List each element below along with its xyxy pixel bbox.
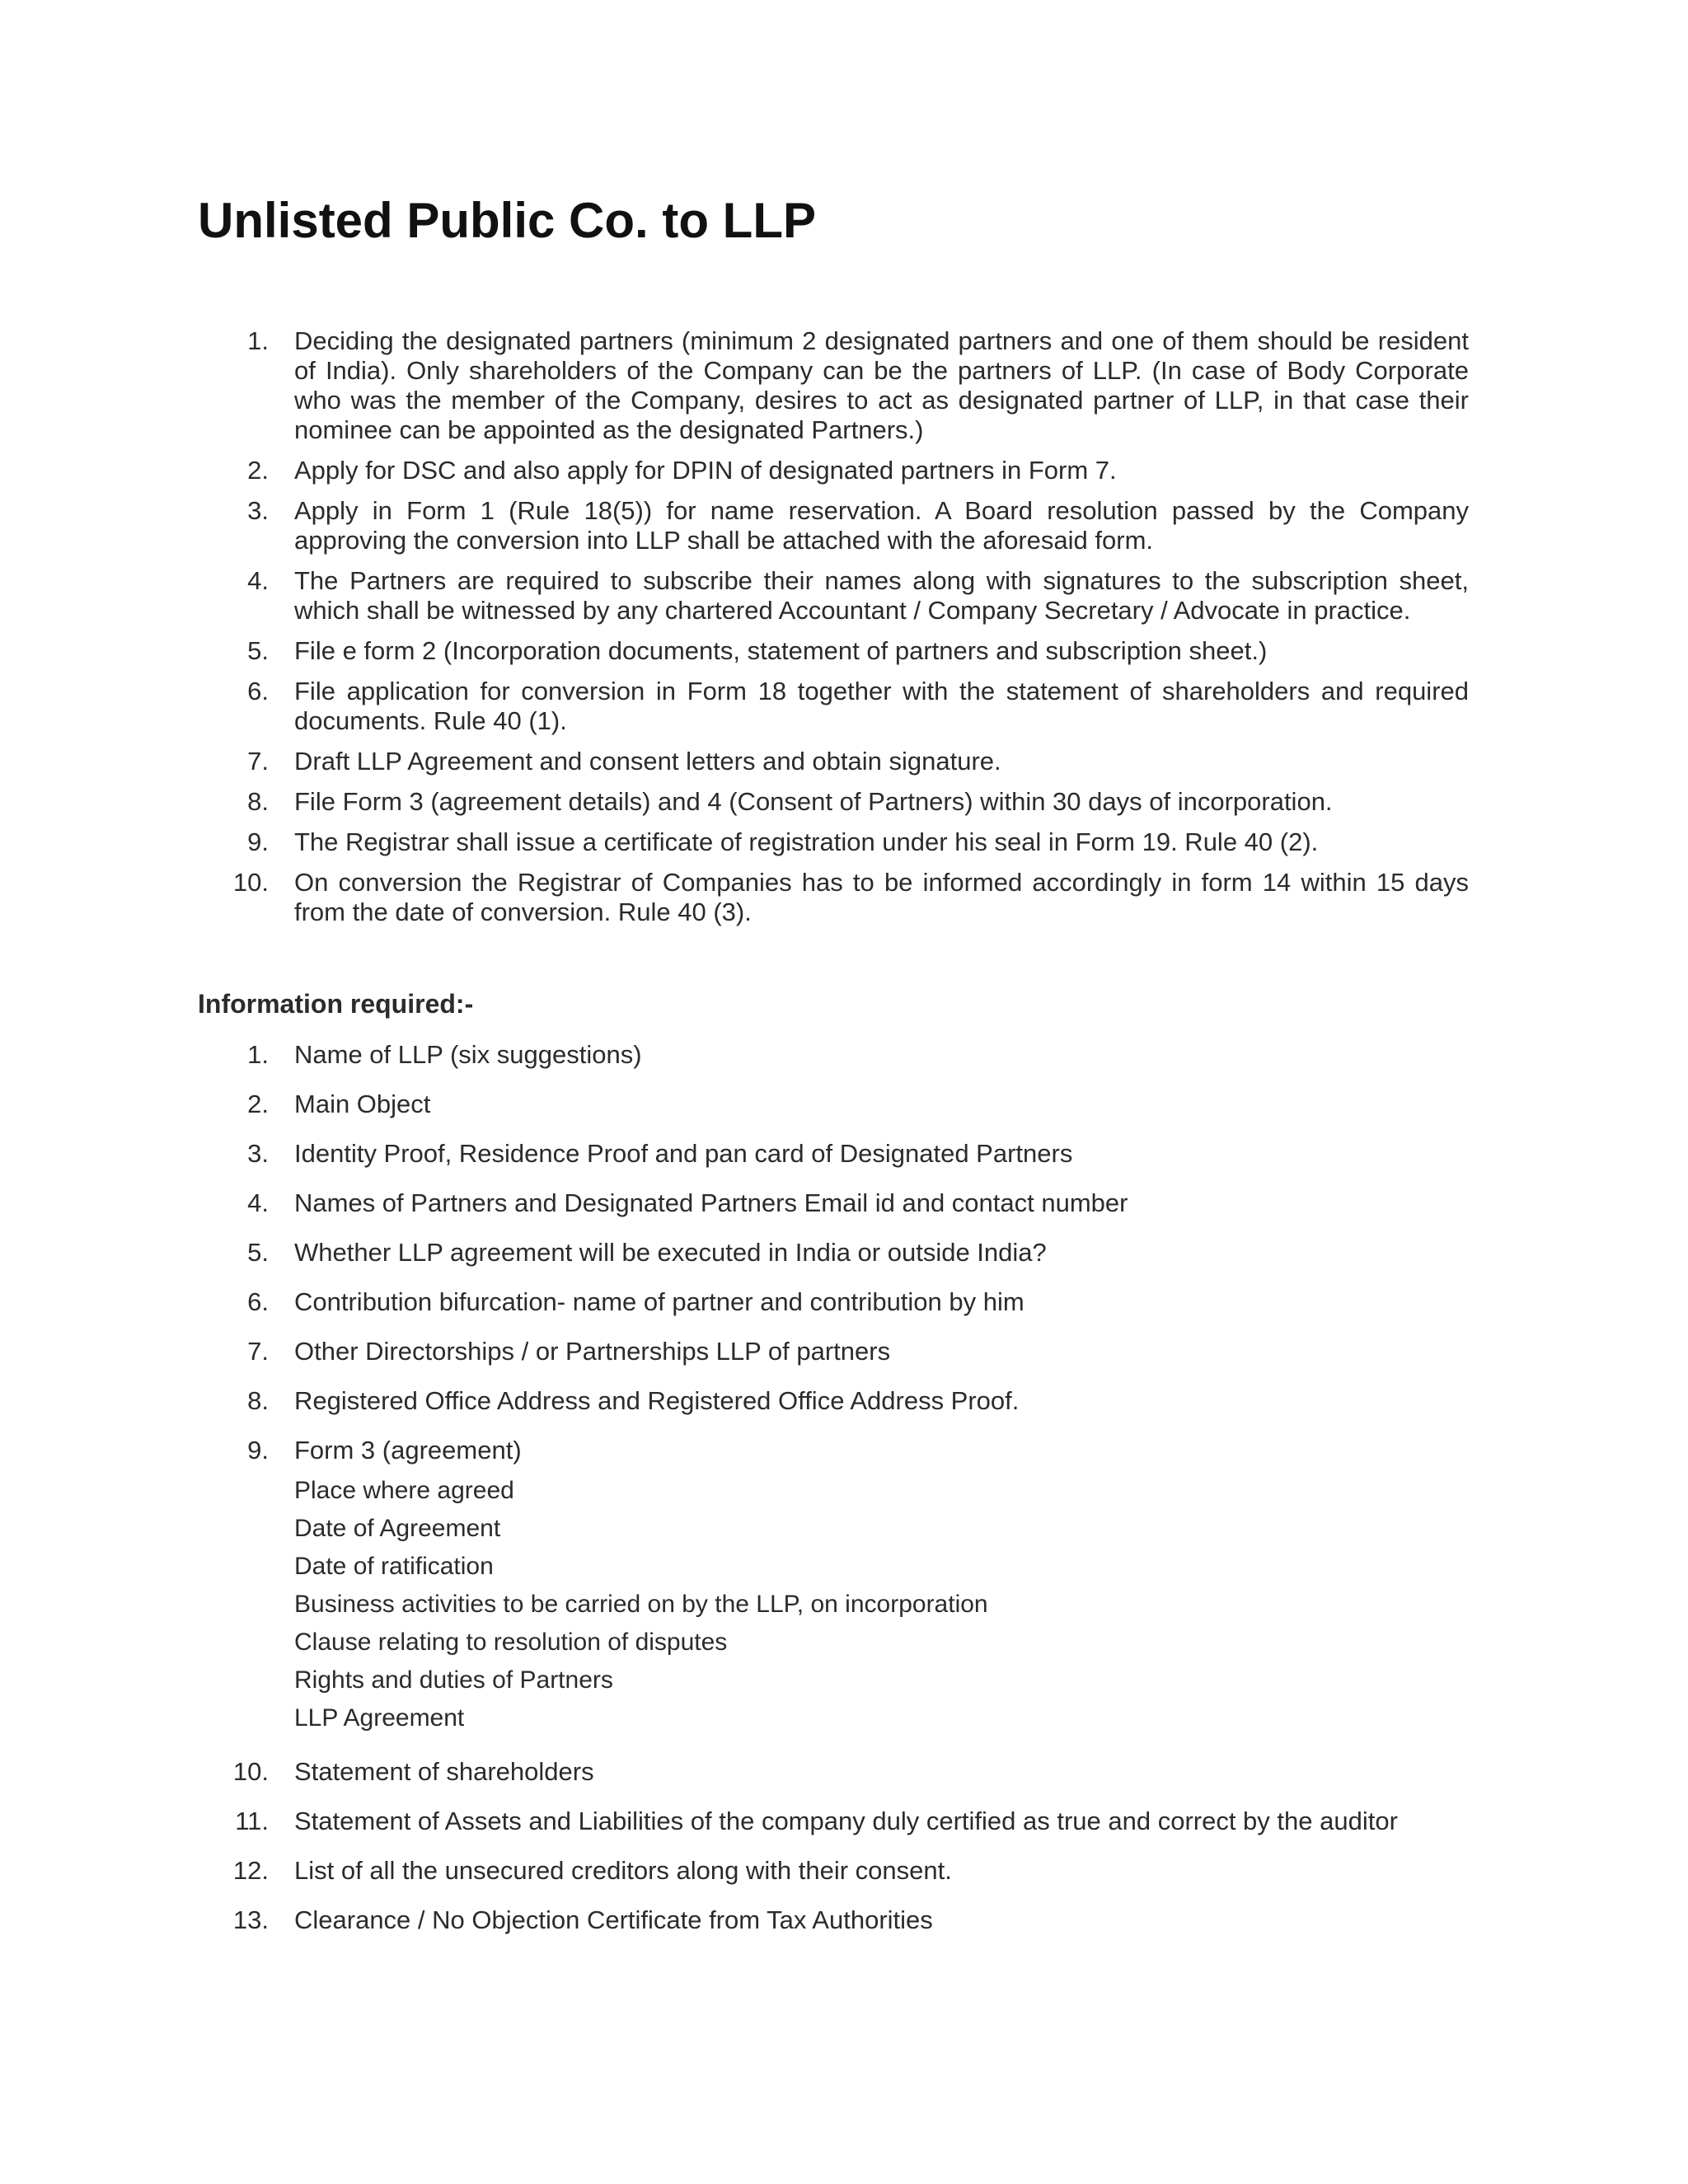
list-item (198, 1238, 1517, 1268)
list-number: 11. (235, 1807, 269, 1835)
list-item (198, 747, 1469, 776)
list-number: 5. (247, 636, 269, 665)
list-item-text: The Registrar shall issue a certificate of registration under his seal in Form 19. Rule 40 (2). (294, 827, 1319, 856)
list-item (198, 1188, 1517, 1218)
list-number: 7. (247, 747, 269, 776)
list-number: 6. (247, 677, 269, 705)
list-item (198, 326, 1469, 445)
list-number: 7. (247, 1337, 269, 1366)
list-item (198, 636, 1469, 666)
form3-sublist (294, 1472, 1517, 1737)
list-item-text: Clearance / No Objection Certificate from Tax Authorities (294, 1905, 933, 1934)
list-number: 1. (247, 326, 269, 355)
list-number: 2. (247, 1090, 269, 1118)
list-number: 9. (247, 1436, 269, 1465)
list-item-text: Apply in Form 1 (Rule 18(5)) for name reservation. A Board resolution passed by the Company approving the conversion into LLP shall be attached with the aforesaid form. (294, 496, 1469, 555)
list-item (198, 496, 1469, 555)
list-item (198, 677, 1469, 736)
list-item (198, 1090, 1517, 1119)
list-number: 6. (247, 1287, 269, 1316)
sublist-item: Clause relating to resolution of disputes (294, 1629, 728, 1656)
list-item (198, 1139, 1517, 1169)
list-item (198, 566, 1469, 626)
list-item (198, 1807, 1517, 1836)
list-item (198, 827, 1469, 857)
list-item-text: Registered Office Address and Registered Office Address Proof. (294, 1386, 1020, 1415)
list-number: 4. (247, 1188, 269, 1217)
list-item-text: Apply for DSC and also apply for DPIN of designated partners in Form 7. (294, 456, 1117, 485)
list-item-text: Form 3 (agreement) (294, 1436, 522, 1465)
list-number: 13. (232, 1905, 269, 1934)
list-item (198, 1757, 1517, 1787)
list-item (198, 1856, 1517, 1886)
list-number: 1. (247, 1040, 269, 1069)
list-number: 10. (232, 868, 269, 897)
list-item (198, 868, 1469, 927)
section-heading: Information required:- (198, 989, 474, 1019)
sublist-item: Business activities to be carried on by the LLP, on incorporation (294, 1591, 988, 1618)
list-item-text: File Form 3 (agreement details) and 4 (Consent of Partners) within 30 days of incorporation. (294, 787, 1333, 816)
list-item (198, 1040, 1517, 1070)
list-number: 9. (247, 827, 269, 856)
list-item (198, 1905, 1517, 1935)
list-item (198, 456, 1469, 485)
document-title: Unlisted Public Co. to LLP (198, 193, 816, 248)
list-item (198, 1386, 1517, 1416)
list-item-text: Name of LLP (six suggestions) (294, 1040, 642, 1069)
list-item-text: File e form 2 (Incorporation documents, statement of partners and subscription sheet.) (294, 636, 1268, 665)
list-item-text: Statement of shareholders (294, 1757, 594, 1786)
list-number: 2. (247, 456, 269, 485)
list-item-text: List of all the unsecured creditors along with their consent. (294, 1856, 952, 1885)
list-item-text: Identity Proof, Residence Proof and pan card of Designated Partners (294, 1139, 1073, 1168)
sublist-item: Date of ratification (294, 1553, 494, 1580)
list-item (198, 1337, 1517, 1366)
list-item-text: On conversion the Registrar of Companies has to be informed accordingly in form 14 within 15 days from the date of conversion. Rule 40 (3). (294, 868, 1469, 926)
sublist-item: LLP Agreement (294, 1704, 465, 1732)
list-item (198, 1436, 1517, 1737)
list-item-text: The Partners are required to subscribe their names along with signatures to the subscription sheet, which shall be witnessed by any chartered Accountant / Company Secretary / Advocate in practice. (294, 566, 1469, 625)
list-item-text: Main Object (294, 1090, 431, 1118)
sublist-item: Rights and duties of Partners (294, 1666, 613, 1694)
list-number: 12. (232, 1856, 269, 1885)
list-number: 3. (247, 496, 269, 525)
list-number: 5. (247, 1238, 269, 1267)
list-item-text: File application for conversion in Form 18 together with the statement of shareholders and required documents. Rule 40 (1). (294, 677, 1469, 735)
list-item-text: Draft LLP Agreement and consent letters and obtain signature. (294, 747, 1001, 776)
sublist-item: Place where agreed (294, 1477, 514, 1504)
list-number: 3. (247, 1139, 269, 1168)
list-item-text: Contribution bifurcation- name of partner and contribution by him (294, 1287, 1025, 1316)
conversion-steps-list (198, 326, 1469, 938)
list-item-text: Other Directorships / or Partnerships LLP of partners (294, 1337, 891, 1366)
list-number: 4. (247, 566, 269, 595)
list-number: 10. (232, 1757, 269, 1786)
list-item-text: Whether LLP agreement will be executed in India or outside India? (294, 1238, 1047, 1267)
list-item-text: Names of Partners and Designated Partners Email id and contact number (294, 1188, 1128, 1217)
list-item (198, 787, 1469, 817)
list-item (198, 1287, 1517, 1317)
list-number: 8. (247, 787, 269, 816)
list-item-text: Deciding the designated partners (minimum 2 designated partners and one of them should be resident of India). Only shareholders of the Company can be the partners of LLP. (In case of Body Corporate who was the member of the Company, desires to act as designated partner of LLP, in that case their nominee can be appointed as the designated Partners.) (294, 326, 1469, 444)
information-required-list (198, 1040, 1517, 1955)
sublist-item: Date of Agreement (294, 1515, 501, 1542)
list-item-text: Statement of Assets and Liabilities of the company duly certified as true and correct by the auditor (294, 1807, 1398, 1835)
list-number: 8. (247, 1386, 269, 1415)
